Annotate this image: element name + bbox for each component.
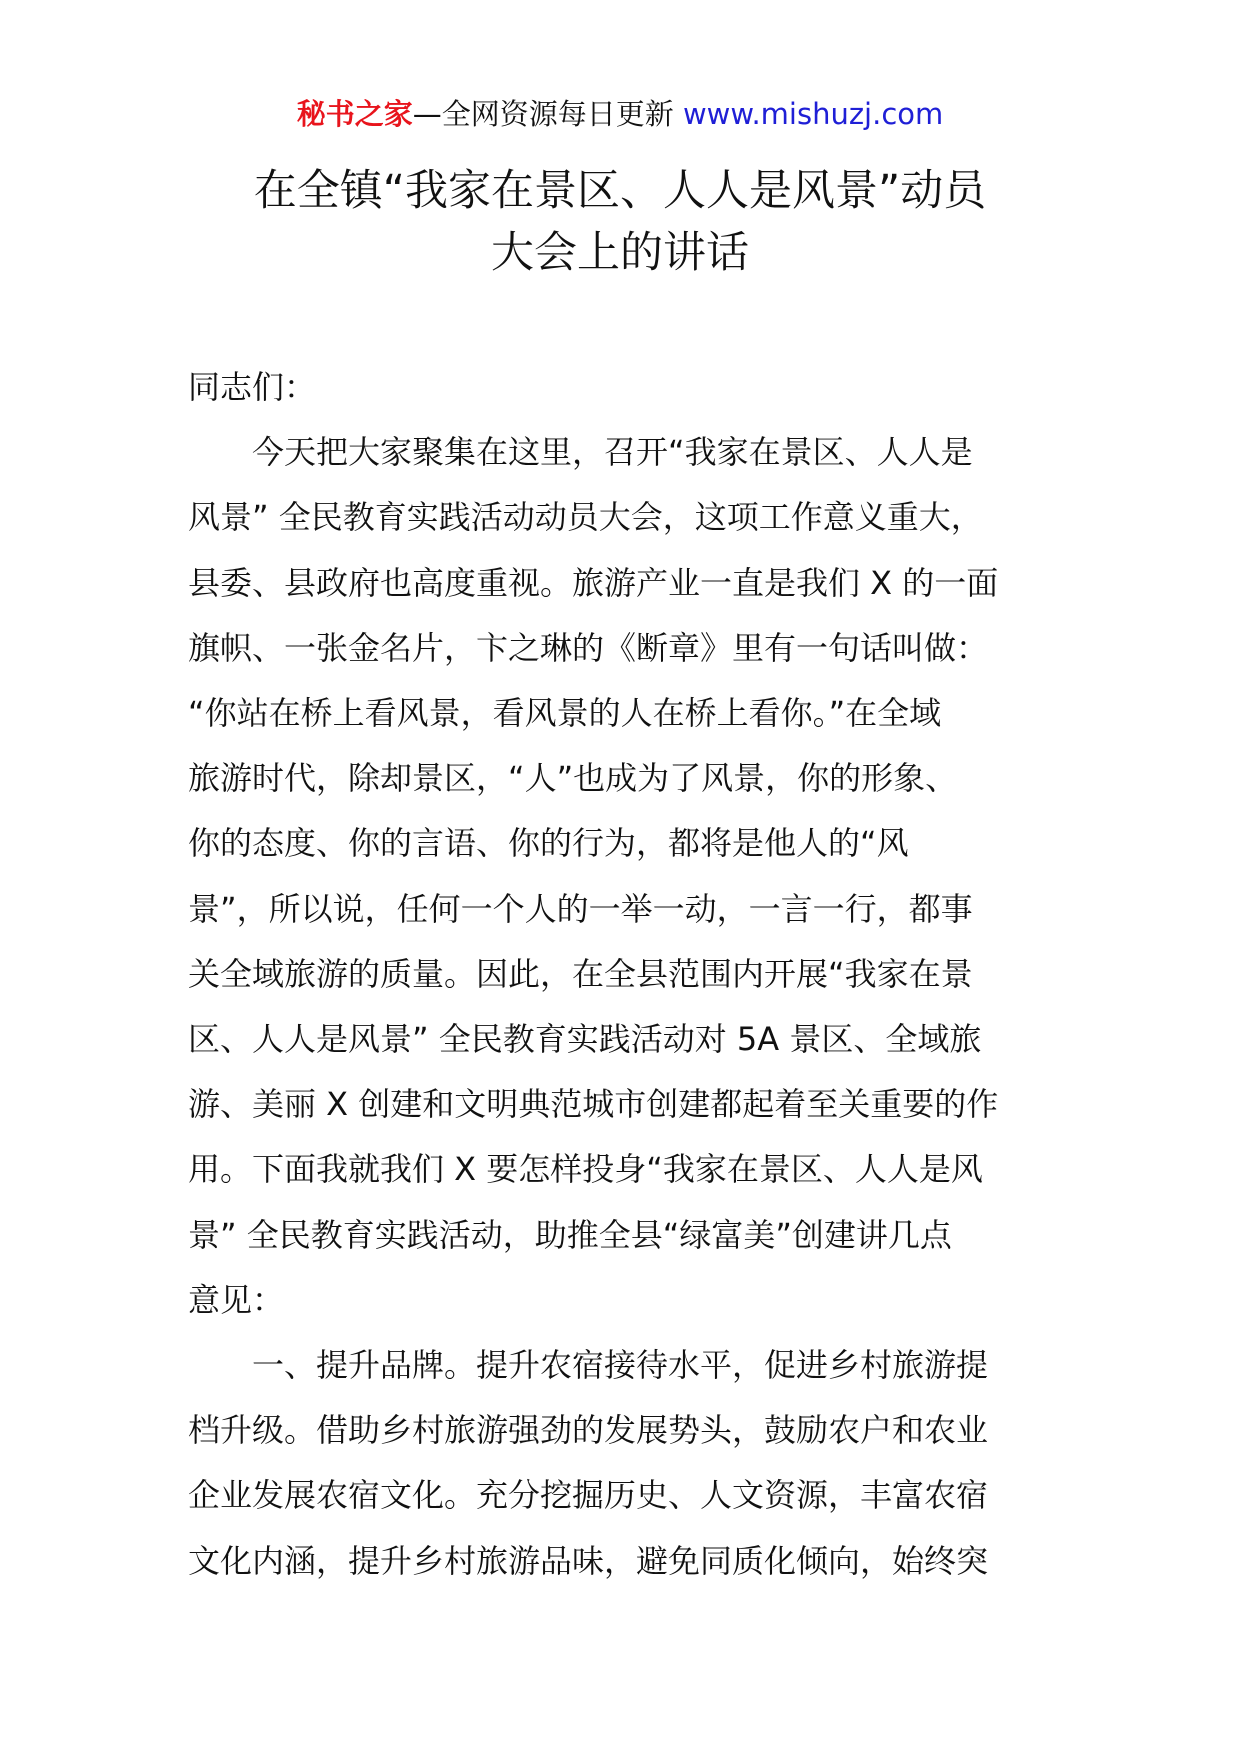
site-header [0,94,1240,134]
text-line: 意见： [188,1280,285,1319]
title-line: 在全镇“我家在景区、人人是风景”动员 [253,166,987,216]
salutation: 同志们： [188,368,317,406]
text-line: 今天把大家聚集在这里，召开“我家在景区、人人是 [188,433,973,472]
document-body [188,355,1054,1594]
text-line: 景” 全民教育实践活动，助推全县“绿富美”创建讲几点 [188,1215,952,1254]
text-line: 用。下面我就我们 X 要怎样投身“我家在景区、人人是风 [188,1150,983,1189]
text-line: 文化内涵，提升乡村旅游品味，避免同质化倾向，始终突 [188,1541,989,1580]
text-line: 县委、县政府也高度重视。旅游产业一直是我们 X 的一面 [188,563,999,602]
text-line: 你的态度、你的言语、你的行为，都将是他人的“风 [188,824,909,863]
text-line: “你站在桥上看风景，看风景的人在桥上看你。”在全域 [188,694,942,733]
document-title [160,160,1080,284]
paragraph-intro [188,420,1054,1333]
paragraph-section-one [188,1333,1054,1594]
text-line: 旅游时代，除却景区，“人”也成为了风景，你的形象、 [188,759,958,798]
text-line: 企业发展农宿文化。充分挖掘历史、人文资源，丰富农宿 [188,1476,989,1515]
text-line: 游、美丽 X 创建和文明典范城市创建都起着至关重要的作 [188,1085,999,1124]
site-brand: 秘书之家 [296,97,413,131]
text-line: 旗帜、一张金名片，卞之琳的《断章》里有一句话叫做： [188,628,989,667]
text-line: 景”，所以说，任何一个人的一举一动，一言一行，都事 [188,889,973,928]
text-line: 风景” 全民教育实践活动动员大会，这项工作意义重大， [188,498,983,537]
site-tagline: —全网资源每日更新 [412,97,683,131]
site-url-link[interactable]: www.mishuzj.com [682,97,944,131]
text-line: 关全域旅游的质量。因此，在全县范围内开展“我家在景 [188,954,973,993]
text-line: 档升级。借助乡村旅游强劲的发展势头，鼓励农户和农业 [188,1411,989,1450]
title-line: 大会上的讲话 [491,228,749,278]
text-line: 一、提升品牌。提升农宿接待水平，促进乡村旅游提 [188,1346,989,1385]
text-line: 区、人人是风景” 全民教育实践活动对 5A 景区、全域旅 [188,1020,982,1059]
